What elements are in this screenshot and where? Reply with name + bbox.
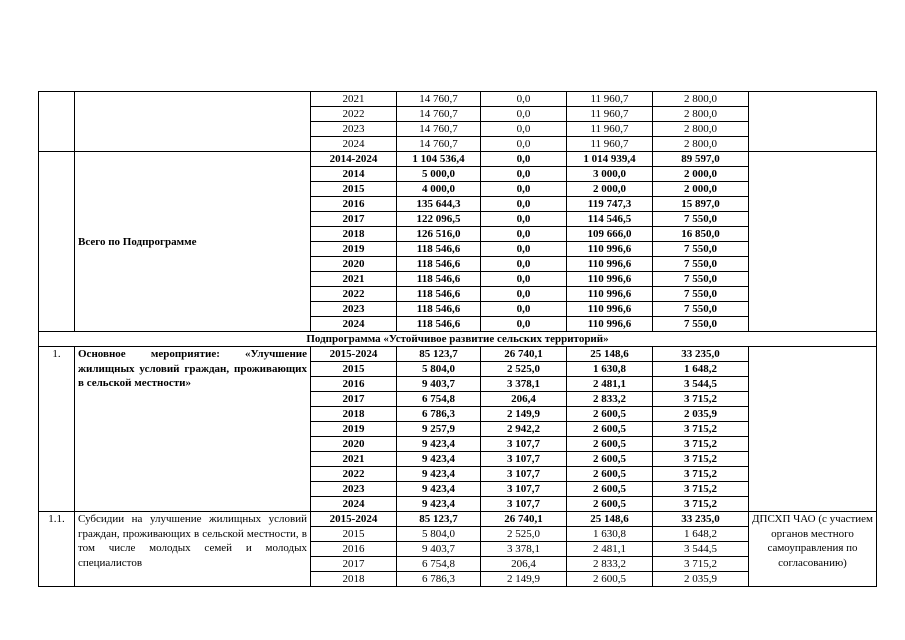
local-cell: 89 597,0	[653, 152, 749, 167]
federal-cell: 2 525,0	[481, 362, 567, 377]
federal-cell: 0,0	[481, 227, 567, 242]
year-cell: 2017	[311, 212, 397, 227]
total-cell: 85 123,7	[397, 512, 481, 527]
federal-cell: 0,0	[481, 167, 567, 182]
local-cell: 2 800,0	[653, 107, 749, 122]
row-index	[39, 92, 75, 152]
total-cell: 14 760,7	[397, 107, 481, 122]
federal-cell: 26 740,1	[481, 347, 567, 362]
year-cell: 2014	[311, 167, 397, 182]
federal-cell: 0,0	[481, 212, 567, 227]
table-row	[39, 92, 877, 107]
regional-cell: 2 833,2	[567, 392, 653, 407]
federal-cell: 3 107,7	[481, 482, 567, 497]
year-cell: 2021	[311, 452, 397, 467]
local-cell: 2 000,0	[653, 167, 749, 182]
local-cell: 3 715,2	[653, 437, 749, 452]
total-cell: 135 644,3	[397, 197, 481, 212]
local-cell: 3 715,2	[653, 497, 749, 512]
executor-cell	[749, 347, 877, 512]
executor-cell: ДПСХП ЧАО (с участием органов местного самоуправления по согласованию)	[749, 512, 877, 587]
local-cell: 2 800,0	[653, 137, 749, 152]
local-cell: 15 897,0	[653, 197, 749, 212]
row-label	[75, 92, 311, 152]
local-cell: 2 800,0	[653, 92, 749, 107]
year-cell: 2024	[311, 317, 397, 332]
year-cell: 2016	[311, 197, 397, 212]
regional-cell: 2 600,5	[567, 437, 653, 452]
federal-cell: 0,0	[481, 182, 567, 197]
table-row	[39, 152, 877, 167]
total-cell: 5 804,0	[397, 527, 481, 542]
total-cell: 9 257,9	[397, 422, 481, 437]
regional-cell: 11 960,7	[567, 107, 653, 122]
total-cell: 14 760,7	[397, 92, 481, 107]
federal-cell: 3 107,7	[481, 437, 567, 452]
row-label: Субсидии на улучшение жилищных условий граждан, проживающих в сельской местности, в том числе молодых семей и молодых специалистов	[75, 512, 311, 587]
local-cell: 3 544,5	[653, 377, 749, 392]
regional-cell: 110 996,6	[567, 242, 653, 257]
year-cell: 2015-2024	[311, 347, 397, 362]
regional-cell: 2 600,5	[567, 452, 653, 467]
total-cell: 9 423,4	[397, 452, 481, 467]
local-cell: 2 035,9	[653, 572, 749, 587]
total-cell: 118 546,6	[397, 302, 481, 317]
regional-cell: 2 600,5	[567, 407, 653, 422]
table-row	[39, 347, 877, 362]
local-cell: 3 544,5	[653, 542, 749, 557]
regional-cell: 11 960,7	[567, 92, 653, 107]
year-cell: 2023	[311, 482, 397, 497]
local-cell: 7 550,0	[653, 287, 749, 302]
year-cell: 2015	[311, 527, 397, 542]
federal-cell: 3 378,1	[481, 377, 567, 392]
executor-cell	[749, 92, 877, 152]
row-label: Основное мероприятие: «Улучшение жилищных условий граждан, проживающих в сельской местности»	[75, 347, 311, 512]
local-cell: 3 715,2	[653, 467, 749, 482]
total-cell: 118 546,6	[397, 242, 481, 257]
local-cell: 3 715,2	[653, 557, 749, 572]
year-cell: 2015-2024	[311, 512, 397, 527]
total-cell: 122 096,5	[397, 212, 481, 227]
total-cell: 5 000,0	[397, 167, 481, 182]
year-cell: 2018	[311, 407, 397, 422]
row-label: Всего по Подпрограмме	[75, 152, 311, 332]
regional-cell: 1 014 939,4	[567, 152, 653, 167]
year-cell: 2021	[311, 272, 397, 287]
subprogram-header: Подпрограмма «Устойчивое развитие сельских территорий»	[39, 332, 877, 347]
total-cell: 4 000,0	[397, 182, 481, 197]
local-cell: 7 550,0	[653, 242, 749, 257]
regional-cell: 110 996,6	[567, 287, 653, 302]
regional-cell: 110 996,6	[567, 257, 653, 272]
total-cell: 9 423,4	[397, 482, 481, 497]
federal-cell: 3 107,7	[481, 497, 567, 512]
federal-cell: 206,4	[481, 557, 567, 572]
regional-cell: 110 996,6	[567, 302, 653, 317]
total-cell: 118 546,6	[397, 257, 481, 272]
total-cell: 126 516,0	[397, 227, 481, 242]
regional-cell: 25 148,6	[567, 512, 653, 527]
total-cell: 6 754,8	[397, 557, 481, 572]
federal-cell: 0,0	[481, 287, 567, 302]
table-body	[39, 92, 877, 587]
local-cell: 3 715,2	[653, 452, 749, 467]
year-cell: 2020	[311, 437, 397, 452]
year-cell: 2016	[311, 377, 397, 392]
year-cell: 2016	[311, 542, 397, 557]
federal-cell: 3 378,1	[481, 542, 567, 557]
year-cell: 2018	[311, 227, 397, 242]
year-cell: 2015	[311, 182, 397, 197]
federal-cell: 0,0	[481, 317, 567, 332]
row-index	[39, 152, 75, 332]
year-cell: 2019	[311, 422, 397, 437]
federal-cell: 0,0	[481, 137, 567, 152]
year-cell: 2015	[311, 362, 397, 377]
year-cell: 2023	[311, 302, 397, 317]
regional-cell: 2 481,1	[567, 542, 653, 557]
regional-cell: 2 600,5	[567, 422, 653, 437]
federal-cell: 2 525,0	[481, 527, 567, 542]
regional-cell: 1 630,8	[567, 527, 653, 542]
federal-cell: 0,0	[481, 302, 567, 317]
year-cell: 2022	[311, 287, 397, 302]
federal-cell: 0,0	[481, 272, 567, 287]
federal-cell: 206,4	[481, 392, 567, 407]
year-cell: 2022	[311, 467, 397, 482]
federal-cell: 26 740,1	[481, 512, 567, 527]
total-cell: 5 804,0	[397, 362, 481, 377]
regional-cell: 2 481,1	[567, 377, 653, 392]
local-cell: 3 715,2	[653, 422, 749, 437]
total-cell: 118 546,6	[397, 272, 481, 287]
federal-cell: 0,0	[481, 242, 567, 257]
total-cell: 85 123,7	[397, 347, 481, 362]
year-cell: 2014-2024	[311, 152, 397, 167]
local-cell: 3 715,2	[653, 392, 749, 407]
federal-cell: 0,0	[481, 257, 567, 272]
federal-cell: 3 107,7	[481, 452, 567, 467]
federal-cell: 2 149,9	[481, 407, 567, 422]
regional-cell: 11 960,7	[567, 137, 653, 152]
local-cell: 2 000,0	[653, 182, 749, 197]
year-cell: 2024	[311, 497, 397, 512]
regional-cell: 11 960,7	[567, 122, 653, 137]
year-cell: 2022	[311, 107, 397, 122]
year-cell: 2019	[311, 242, 397, 257]
federal-cell: 0,0	[481, 107, 567, 122]
regional-cell: 3 000,0	[567, 167, 653, 182]
local-cell: 33 235,0	[653, 347, 749, 362]
regional-cell: 2 600,5	[567, 497, 653, 512]
local-cell: 7 550,0	[653, 272, 749, 287]
local-cell: 2 035,9	[653, 407, 749, 422]
year-cell: 2023	[311, 122, 397, 137]
local-cell: 1 648,2	[653, 362, 749, 377]
year-cell: 2017	[311, 557, 397, 572]
total-cell: 9 403,7	[397, 542, 481, 557]
total-cell: 6 786,3	[397, 572, 481, 587]
total-cell: 6 786,3	[397, 407, 481, 422]
regional-cell: 114 546,5	[567, 212, 653, 227]
executor-cell	[749, 152, 877, 332]
year-cell: 2024	[311, 137, 397, 152]
total-cell: 9 423,4	[397, 497, 481, 512]
federal-cell: 0,0	[481, 197, 567, 212]
total-cell: 9 403,7	[397, 377, 481, 392]
total-cell: 14 760,7	[397, 122, 481, 137]
total-cell: 118 546,6	[397, 317, 481, 332]
table-row	[39, 512, 877, 527]
total-cell: 118 546,6	[397, 287, 481, 302]
regional-cell: 109 666,0	[567, 227, 653, 242]
federal-cell: 2 942,2	[481, 422, 567, 437]
total-cell: 6 754,8	[397, 392, 481, 407]
local-cell: 1 648,2	[653, 527, 749, 542]
total-cell: 1 104 536,4	[397, 152, 481, 167]
local-cell: 7 550,0	[653, 212, 749, 227]
local-cell: 16 850,0	[653, 227, 749, 242]
subprogram-header-row	[39, 332, 877, 347]
federal-cell: 2 149,9	[481, 572, 567, 587]
total-cell: 9 423,4	[397, 437, 481, 452]
regional-cell: 119 747,3	[567, 197, 653, 212]
regional-cell: 2 833,2	[567, 557, 653, 572]
federal-cell: 3 107,7	[481, 467, 567, 482]
regional-cell: 2 600,5	[567, 467, 653, 482]
local-cell: 2 800,0	[653, 122, 749, 137]
regional-cell: 1 630,8	[567, 362, 653, 377]
federal-cell: 0,0	[481, 92, 567, 107]
local-cell: 33 235,0	[653, 512, 749, 527]
budget-table	[38, 91, 877, 587]
year-cell: 2018	[311, 572, 397, 587]
federal-cell: 0,0	[481, 152, 567, 167]
local-cell: 7 550,0	[653, 257, 749, 272]
regional-cell: 25 148,6	[567, 347, 653, 362]
local-cell: 7 550,0	[653, 317, 749, 332]
local-cell: 7 550,0	[653, 302, 749, 317]
federal-cell: 0,0	[481, 122, 567, 137]
regional-cell: 2 000,0	[567, 182, 653, 197]
total-cell: 14 760,7	[397, 137, 481, 152]
regional-cell: 2 600,5	[567, 572, 653, 587]
regional-cell: 2 600,5	[567, 482, 653, 497]
row-index: 1.	[39, 347, 75, 512]
year-cell: 2020	[311, 257, 397, 272]
year-cell: 2021	[311, 92, 397, 107]
regional-cell: 110 996,6	[567, 317, 653, 332]
regional-cell: 110 996,6	[567, 272, 653, 287]
year-cell: 2017	[311, 392, 397, 407]
row-index: 1.1.	[39, 512, 75, 587]
local-cell: 3 715,2	[653, 482, 749, 497]
total-cell: 9 423,4	[397, 467, 481, 482]
